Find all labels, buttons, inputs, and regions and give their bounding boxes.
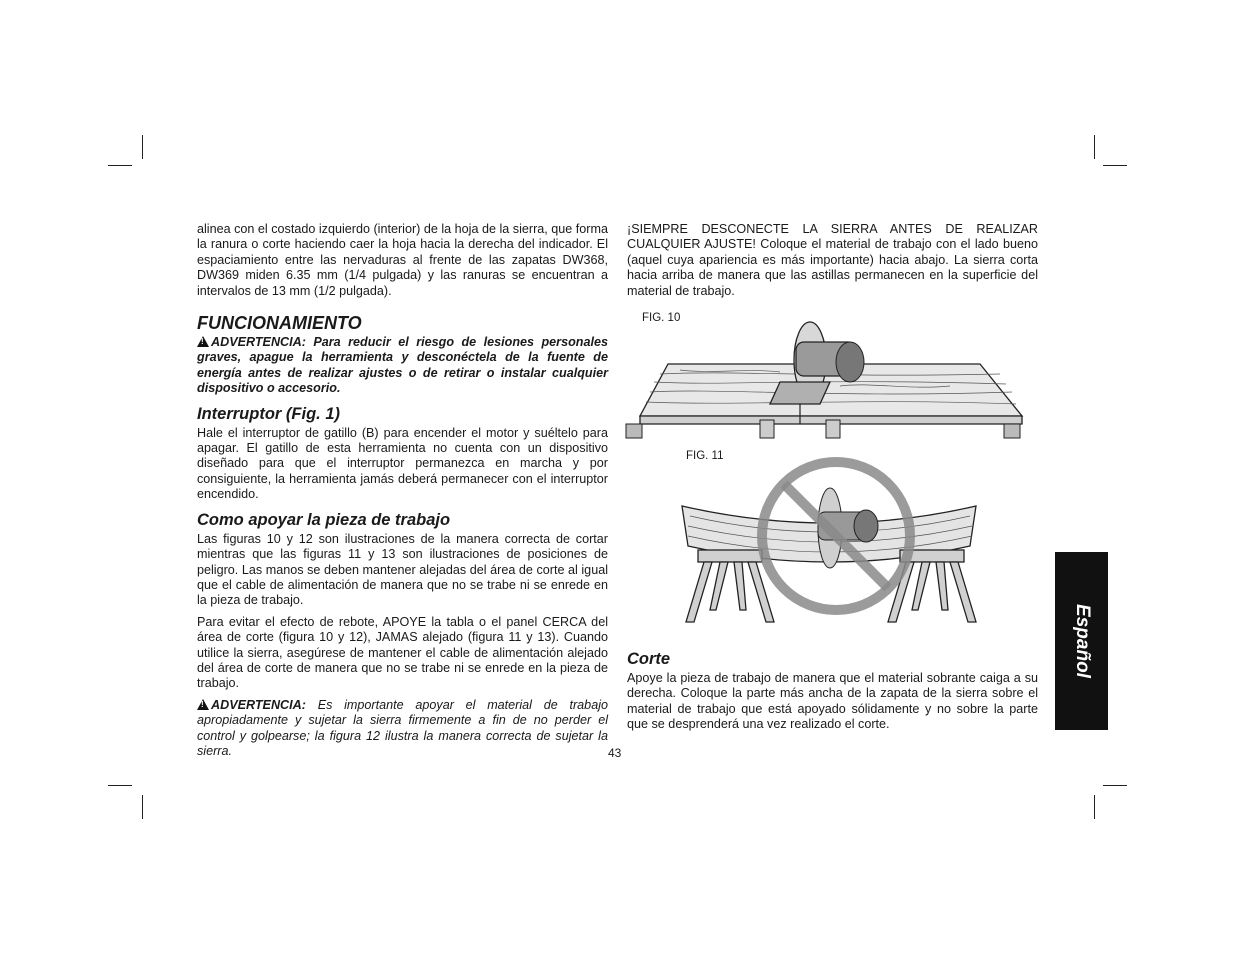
crop-mark bbox=[142, 795, 143, 819]
intro-paragraph: alinea con el costado izquierdo (interior) de la hoja de la sierra, que forma la ranura o corte haciendo caer la hoja hacia la derecha del indicador. El espaciamiento entre las nervaduras al frente de las zapatas DW368, DW369 miden 6.35 mm (1/4 pulgada) y las ranuras se encuentran a intervalos de 13 mm (1/2 pulgada). bbox=[197, 222, 608, 298]
fig10-label: FIG. 10 bbox=[642, 312, 681, 324]
crop-mark bbox=[1094, 795, 1095, 819]
warning-triangle-icon bbox=[197, 336, 209, 347]
right-column bbox=[627, 222, 1038, 305]
warning-paragraph bbox=[197, 335, 608, 397]
crop-mark bbox=[1103, 165, 1127, 166]
warning-text: ADVERTENCIA: Para reducir el riesgo de lesiones personales graves, apague la herramienta y desconéctela de la fuente de energía antes de realizar ajustes o de retirar o instalar cualquier dispositivo o accesorio. bbox=[197, 335, 608, 396]
fig11-illustration bbox=[680, 450, 980, 635]
left-column bbox=[197, 222, 608, 765]
apoyar-paragraph-2: Para evitar el efecto de rebote, APOYE la tabla o el panel CERCA del área de corte (figura 10 y 12), JAMAS alejado (figura 11 y 13). Cuando utilice la sierra, asegúrese de mantener el cable de alimentación alejado del área de corte de manera que no se trabe ni se enrede en la pieza de trabajo. bbox=[197, 614, 608, 691]
interruptor-heading: Interruptor (Fig. 1) bbox=[197, 404, 340, 423]
right-intro-paragraph: ¡SIEMPRE DESCONECTE LA SIERRA ANTES DE REALIZAR CUALQUIER AJUSTE! Coloque el material de trabajo con el lado bueno (aquel cuya apariencia es más importante) hacia abajo. La sierra corta hacia arriba de manera que las astillas permanecen en la superficie del material de trabajo. bbox=[627, 222, 1038, 298]
corte-section bbox=[627, 650, 1038, 739]
crop-mark bbox=[108, 165, 132, 166]
warning2-label: ADVERTENCIA: bbox=[211, 697, 306, 712]
crop-mark bbox=[142, 135, 143, 159]
warning2-paragraph bbox=[197, 698, 608, 760]
warning2-text: Es importante apoyar el material de trabajo apropiadamente y sujetar la sierra firmemente a fin de no perder el control y golpearse; la figura 12 ilustra la manera correcta de sujetar la sierra. bbox=[197, 697, 608, 758]
corte-paragraph: Apoye la pieza de trabajo de manera que el material sobrante caiga a su derecha. Coloque la parte más ancha de la zapata de la sierra sobre el material de trabajo que está apoyado sólidamente y no sobre la parte que se desprenderá una vez realizado el corte. bbox=[627, 671, 1038, 732]
interruptor-paragraph: Hale el interruptor de gatillo (B) para encender el motor y suéltelo para apagar. El gatillo de esta herramienta no cuenta con un dispositivo diseñado para que el interruptor permanezca en marcha y por consiguiente, la herramienta jamás deberá permanecer con el interruptor encendido. bbox=[197, 425, 608, 502]
crop-mark bbox=[108, 785, 132, 786]
page-number: 43 bbox=[608, 746, 622, 760]
language-tab bbox=[1055, 552, 1108, 730]
corte-heading: Corte bbox=[627, 650, 671, 668]
warning-triangle-icon bbox=[197, 699, 209, 710]
crop-mark bbox=[1094, 135, 1095, 159]
language-tab-label: Español bbox=[1071, 604, 1093, 678]
crop-mark bbox=[1103, 785, 1127, 786]
funcionamiento-heading: FUNCIONAMIENTO bbox=[197, 313, 362, 334]
fig11-label: FIG. 11 bbox=[686, 450, 724, 462]
apoyar-heading: Como apoyar la pieza de trabajo bbox=[197, 510, 451, 529]
fig10-illustration bbox=[620, 312, 1030, 442]
apoyar-paragraph-1: Las figuras 10 y 12 son ilustraciones de la manera correcta de cortar mientras que las figuras 11 y 13 son ilustraciones de posiciones de peligro. Las manos se deben mantener alejadas del área de corte al igual que el cable de alimentación de manera que no se trabe ni se enrede en la pieza de trabajo. bbox=[197, 531, 608, 608]
